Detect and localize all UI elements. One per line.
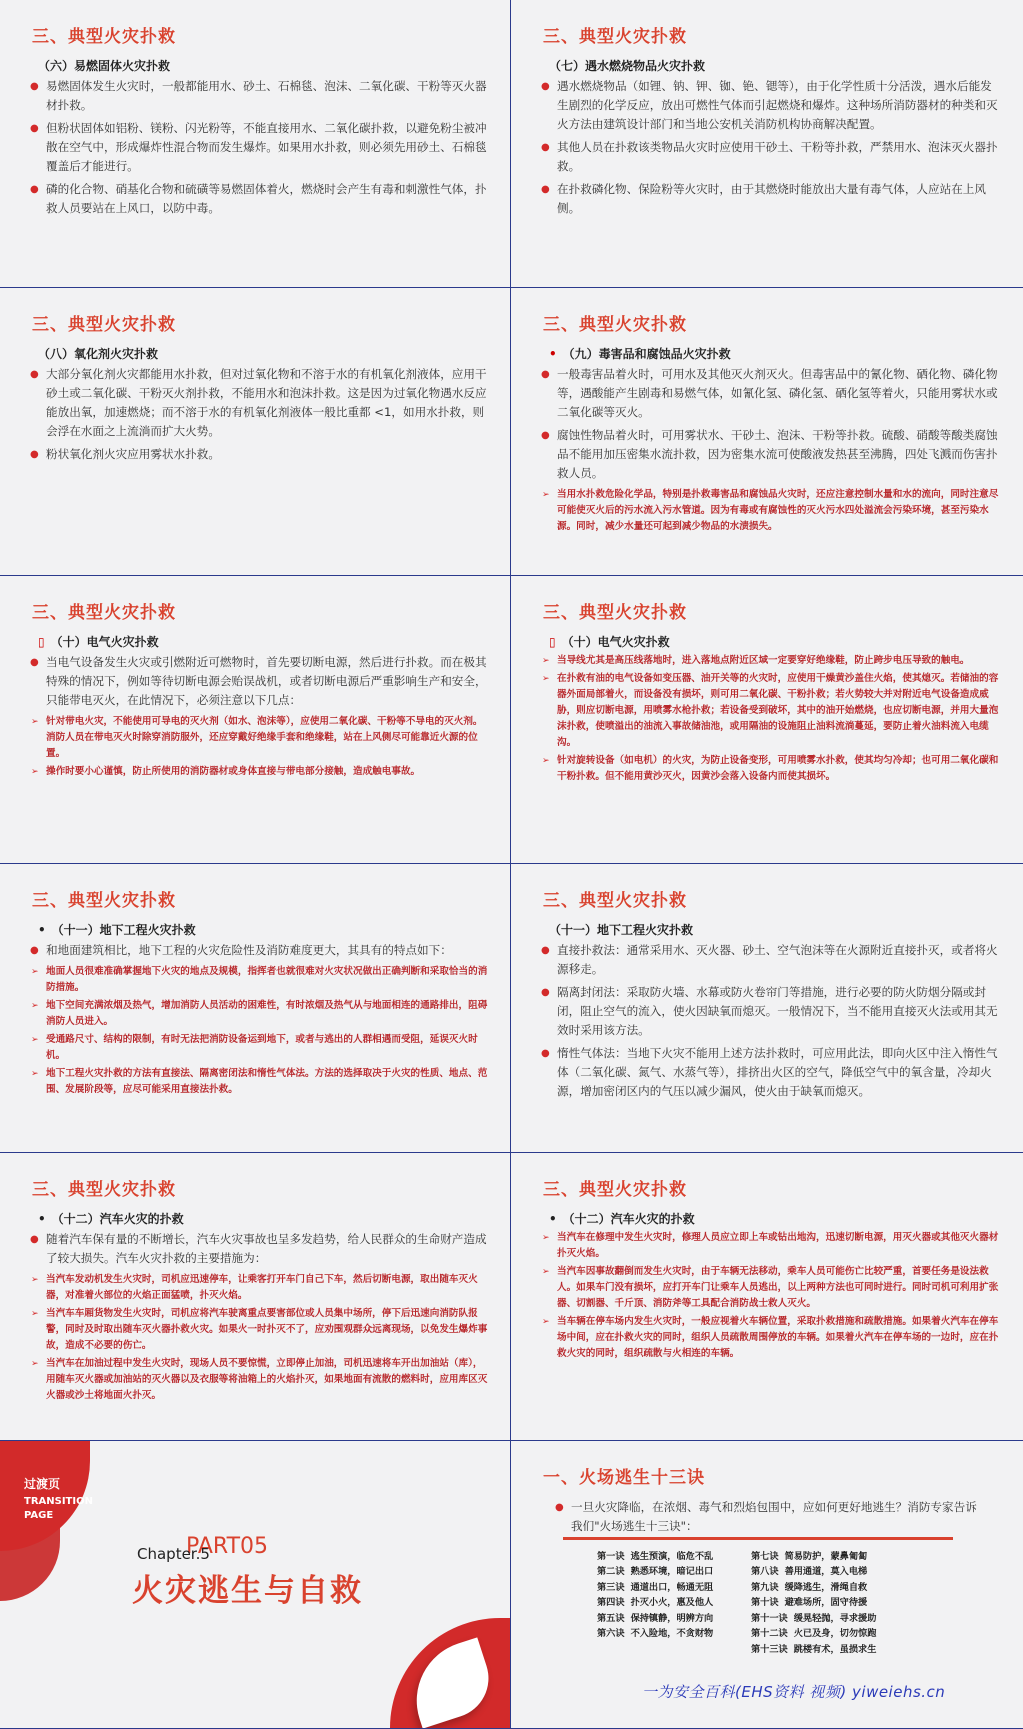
rule-item: 第七诀 简易防护，蒙鼻匍匐 (751, 1550, 868, 1562)
list-item: ● 易燃固体发生火灾时，一般都能用水、砂土、石棉毯、泡沫、二氧化碳、干粉等灭火器材扑救。 (30, 77, 490, 115)
section-heading-text: （十二）汽车火灾的扑救 (562, 1211, 695, 1226)
bullet-dot-icon: • (38, 923, 46, 938)
rule-item: 第三诀 通道出口，畅通无阻 (597, 1581, 714, 1593)
rule-item: 第六诀 不入险地，不贪财物 (597, 1628, 714, 1640)
note-item: ➢ 操作时要小心谨慎，防止所使用的消防器材或身体直接与带电部分接触，造成触电事故。 (30, 764, 490, 780)
list-item: ● 磷的化合物、硝基化合物和硫磺等易燃固体着火，燃烧时会产生有毒和刺激性气体，扑救人员要站在上风口，以防中毒。 (30, 180, 490, 218)
bullet-list (541, 365, 1003, 535)
note-item: ➢ 当用水扑救危险化学品，特别是扑救毒害品和腐蚀品火灾时，还应注意控制水量和水的流向，同时注意尽可能使灭火后的污水流入污水管道。因为有毒或有腐蚀性的灭火污水四处溢流会污染环境，甚至污染水源。同时，减少水量还可起到减少物品的水渍损失。 (541, 487, 1003, 535)
chapter-title: 火灾逃生与自救 (132, 1572, 363, 1609)
slide-underground-1 (0, 864, 511, 1152)
slide-toxic-corrosive (511, 288, 1023, 576)
slide-title: 三、典型火灾扑救 (32, 27, 176, 47)
slide-title: 三、典型火灾扑救 (543, 27, 687, 47)
section-heading: （八）氧化剂火灾扑救 (38, 347, 159, 362)
rule-item: 第五诀 保持镇静，明辨方向 (597, 1612, 714, 1624)
list-item: ● 大部分氧化剂火灾都能用水扑救，但对过氧化物和不溶于水的有机氧化剂液体，应用干砂土或二氧化碳、干粉灭火剂扑救，不能用水和泡沫扑救。这是因为过氧化物遇水反应能放出氧，加速燃烧；而不溶于水的有机氧化剂液体一般比重都 <1，如用水扑救，则会浮在水面之上流淌而扩大火势。 (30, 365, 490, 441)
box-marker-icon: ▯ (38, 635, 45, 650)
rule-item (597, 1642, 747, 1658)
bullet-list (30, 77, 490, 218)
slide-underground-2 (511, 864, 1023, 1152)
bullet-list (541, 77, 1003, 218)
slide-title: 三、典型火灾扑救 (543, 1179, 687, 1200)
box-marker-icon: ▯ (549, 635, 556, 650)
list-item: ● 腐蚀性物品着火时，可用雾状水、干砂土、泡沫、干粉等扑救。硫酸、硝酸等酸类腐蚀品不能用加压密集水流扑救，因为密集水流可使酸液发热甚至沸腾，四处飞溅而伤害扑救人员。 (541, 426, 1003, 483)
rule-item: 第十二诀 火已及身，切勿惊跑 (751, 1628, 877, 1640)
slide-flammable-solids (0, 0, 511, 288)
bullet-list (30, 941, 490, 1098)
note-item: ➢ 针对带电火灾，不能使用可导电的灭火剂（如水、泡沫等），应使用二氧化碳、干粉等不导电的灭火剂。消防人员在带电灭火时除穿消防服外，还应穿戴好绝缘手套和绝缘鞋，站在上风侧尽可能靠近火源的位置。 (30, 714, 490, 762)
bullet-list (555, 1498, 977, 1536)
slide-title: 三、典型火灾扑救 (32, 315, 176, 336)
rule-item: 第十一诀 缓晃轻抛，寻求援助 (751, 1612, 877, 1624)
note-item: ➢ 当汽车因事故翻倒而发生火灾时，由于车辆无法移动，乘车人员可能伤亡比较严重，首要任务是设法救人。如果车门没有损坏，应打开车门让乘车人员逃出，以上两种方法也可同时进行。同时司机可利用扩张器、切割器、千斤顶、消防斧等工具配合消防战士救人灭火。 (541, 1264, 1003, 1312)
section-heading (38, 921, 490, 938)
list-item: ● 和地面建筑相比，地下工程的火灾危险性及消防难度更大，其具有的特点如下： (30, 941, 490, 960)
section-heading-text: （十）电气火灾扑救 (50, 635, 159, 650)
slide-electrical-2 (511, 576, 1023, 864)
slide-title: 三、典型火灾扑救 (32, 603, 176, 624)
rule-item: 第一诀 逃生预演，临危不乱 (597, 1550, 714, 1562)
rule-item: 第十三诀 跳楼有术，虽损求生 (751, 1643, 877, 1655)
list-item: ● 惰性气体法：当地下火灾不能用上述方法扑救时，可应用此法，即向火区中注入惰性气体（二氧化碳、氮气、水蒸气等），排挤出火区的空气，降低空气中的氧含量，冷却火源，增加密闭区内的气压以减少漏风，使火由于缺氧而熄灭。 (541, 1044, 1003, 1101)
section-heading (549, 1210, 1003, 1227)
slide-water-reactive (511, 0, 1023, 288)
part-number: PART05 (186, 1533, 269, 1559)
transition-label-en: TRANSITION PAGE (24, 1495, 93, 1521)
bullet-dot-icon: • (38, 1211, 46, 1226)
section-heading-text: （十一）地下工程火灾扑救 (51, 923, 196, 938)
bullet-list (30, 1230, 490, 1404)
list-item: ● 但粉状固体如铝粉、镁粉、闪光粉等，不能直接用水、二氧化碳扑救，以避免粉尘被冲散在空气中，形成爆炸性混合物而发生爆炸。如果用水扑救，则必须先用砂土、石棉毯覆盖后才能进行。 (30, 119, 490, 176)
slide-title: 三、典型火灾扑救 (32, 891, 176, 912)
section-heading-text: （十）电气火灾扑救 (561, 635, 670, 650)
bullet-list (30, 653, 490, 780)
list-item: ● 随着汽车保有量的不断增长，汽车火灾事故也呈多发趋势，给人民群众的生命财产造成了较大损失。汽车火灾扑救的主要措施为： (30, 1230, 490, 1268)
section-heading (38, 1210, 490, 1227)
note-item: ➢ 当车辆在停车场内发生火灾时，一般应视着火车辆位置，采取扑救措施和疏散措施。如果着火汽车在停车场中间，应在扑救火灾的同时，组织人员疏散周围停放的车辆。如果着火汽车在停车场的一边时，应在扑救火灾的同时，组织疏散与火相连的车辆。 (541, 1314, 1003, 1362)
rule-item: 第八诀 善用通道，莫入电梯 (751, 1566, 868, 1578)
slide-escape-rules (511, 1441, 1023, 1729)
divider (563, 1537, 953, 1540)
note-item: ➢ 当汽车车厢货物发生火灾时，司机应将汽车驶离重点要害部位或人员集中场所，停下后迅速向消防队报警，同时及时取出随车灭火器扑救火灾。如果火一时扑灭不了，应劝围观群众远离现场，以免发生爆炸事故，造成不必要的伤亡。 (30, 1306, 490, 1354)
note-item: ➢ 当导线尤其是高压线落地时，进入落地点附近区域一定要穿好绝缘鞋，防止跨步电压导致的触电。 (541, 653, 1003, 669)
list-item: ● 一般毒害品着火时，可用水及其他灭火剂灭火。但毒害品中的氰化物、硒化物、磷化物等，遇酸能产生剧毒和易燃气体，如氰化氢、磷化氢、硒化氢等着火，只能用雾状水或二氧化碳等灭火。 (541, 365, 1003, 422)
slide-title: 三、典型火灾扑救 (543, 315, 687, 336)
slide-transition (0, 1441, 511, 1729)
list-item: ● 直接扑救法：通常采用水、灭火器、砂土、空气泡沫等在火源附近直接扑灭，或者将火源移走。 (541, 941, 1003, 979)
section-heading (549, 345, 1003, 362)
note-item: ➢ 当汽车在修理中发生火灾时，修理人员应立即上车或钻出地沟，迅速切断电源，用灭火器或其他灭火器材扑灭火焰。 (541, 1230, 1003, 1262)
slide-title: 三、典型火灾扑救 (32, 1179, 176, 1200)
transition-label: 过渡页 (24, 1476, 61, 1491)
watermark: 一为安全百科(EHS资料 视频) yiweiehs.cn (642, 1682, 946, 1701)
bullet-dot-icon: • (549, 1211, 557, 1226)
note-item: ➢ 当汽车发动机发生火灾时，司机应迅速停车，让乘客打开车门自己下车，然后切断电源，取出随车灭火器，对准着火部位的火焰正面猛喷，扑灭火焰。 (30, 1272, 490, 1304)
note-item: ➢ 地下空间充满浓烟及热气，增加消防人员活动的困难性，有时浓烟及热气从与地面相连的通路排出，阻碍消防人员进入。 (30, 998, 490, 1030)
bullet-list (541, 941, 1003, 1101)
note-item: ➢ 针对旋转设备（如电机）的火灾，为防止设备变形，可用喷雾水扑救，使其均匀冷却；也可用二氧化碳和干粉扑救。但不能用黄沙灭火，因黄沙会落入设备内而使其损坏。 (541, 753, 1003, 785)
rule-item: 第二诀 熟悉环境，暗记出口 (597, 1566, 714, 1578)
bullet-list (30, 365, 490, 464)
rule-item: 第四诀 扑灭小火，惠及他人 (597, 1597, 714, 1609)
bullet-dot-icon: • (549, 347, 557, 362)
section-heading-text: （十二）汽车火灾的扑救 (51, 1211, 184, 1226)
slide-vehicle-2 (511, 1153, 1023, 1441)
note-item: ➢ 地面人员很难准确掌握地下火灾的地点及规模，指挥者也就很难对火灾状况做出正确判断和采取恰当的消防措施。 (30, 964, 490, 996)
slide-electrical-1 (0, 576, 511, 864)
note-item: ➢ 当汽车在加油过程中发生火灾时，现场人员不要惊慌，立即停止加油，司机迅速将车开出加油站（库），用随车灭火器或加油站的灭火器以及衣服等将油箱上的火焰扑灭，如果地面有流散的燃料时，应用库区灭火器或沙土将地面火扑灭。 (30, 1356, 490, 1404)
bullet-list (541, 1230, 1003, 1362)
list-item: ● 在扑救磷化物、保险粉等火灾时，由于其燃烧时能放出大量有毒气体，人应站在上风侧。 (541, 180, 1003, 218)
list-item: ● 粉状氧化剂火灾应用雾状水扑救。 (30, 445, 490, 464)
slide-title: 三、典型火灾扑救 (543, 891, 687, 912)
section-heading-text: （九）毒害品和腐蚀品火灾扑救 (562, 347, 731, 362)
note-item: ➢ 受通路尺寸、结构的限制，有时无法把消防设备运到地下，或者与逃出的人群相遇而受阻，延误灭火时机。 (30, 1032, 490, 1064)
slide-vehicle-1 (0, 1153, 511, 1441)
bullet-list (541, 653, 1003, 785)
section-heading: （六）易燃固体火灾扑救 (38, 59, 171, 73)
note-item: ➢ 在扑救有油的电气设备如变压器、油开关等的火灾时，应使用干燥黄沙盖住火焰，使其熄灭。若储油的容器外面局部着火，而设备没有损坏，则可用二氧化碳、干粉扑救；若火势较大并对附近电气设备造成威胁，则应切断电源，用喷雾水枪扑救；若设备受到破坏，其中的油开始燃烧，也应切断电源，并用大量泡沫扑救，使喷溢出的油流入事故储油池，或用隔油的设施阻止油料流淌蔓延，要防止着火油料流入电缆沟。 (541, 671, 1003, 751)
escape-rules-table (597, 1549, 897, 1658)
list-item: ● 其他人员在扑救该类物品火灾时应使用干砂土、干粉等扑救，严禁用水、泡沫灭火器扑救。 (541, 138, 1003, 176)
list-item: ● 当电气设备发生火灾或引燃附近可燃物时，首先要切断电源，然后进行扑救。而在极其特殊的情况下，例如等待切断电源会贻误战机，或者切断电源后严重影响生产和安全，只能带电灭火，在此情况下，必须注意以下几点： (30, 653, 490, 710)
section-heading (38, 633, 490, 650)
chapter-label: Chapter.5 (137, 1544, 210, 1563)
rule-item: 第九诀 缓降逃生，滑绳自救 (751, 1581, 868, 1593)
section-heading: （十一）地下工程火灾扑救 (549, 923, 694, 938)
slide-title: 一、火场逃生十三诀 (543, 1467, 705, 1488)
rule-item: 第十诀 避难场所，固守待援 (751, 1597, 868, 1609)
list-item: ● 隔离封闭法：采取防火墙、水幕或防火卷帘门等措施，进行必要的防火防烟分隔或封闭，阻止空气的流入，使火因缺氧而熄灭。一般情况下，当不能用直接灭火法或用其无效时采用该方法。 (541, 983, 1003, 1040)
list-item: ● 遇水燃烧物品（如锂、钠、钾、铷、铯、锶等），由于化学性质十分活泼，遇水后能发生剧烈的化学反应，放出可燃性气体而引起燃烧和爆炸。这种场所消防器材的种类和灭火方法由建筑设计部门和当地公安机关消防机构协商解决配置。 (541, 77, 1003, 134)
section-heading: （七）遇水燃烧物品火灾扑救 (549, 59, 706, 73)
section-heading (549, 633, 1003, 650)
slide-title: 三、典型火灾扑救 (543, 603, 687, 624)
slide-oxidizers (0, 288, 511, 576)
note-item: ➢ 地下工程火灾扑救的方法有直接法、隔离密闭法和惰性气体法。方法的选择取决于火灾的性质、地点、范围、发展阶段等，应尽可能采用直接法扑救。 (30, 1066, 490, 1098)
list-item: ● 一旦火灾降临，在浓烟、毒气和烈焰包围中，应如何更好地逃生？消防专家告诉我们"火场逃生十三诀"： (555, 1498, 977, 1536)
